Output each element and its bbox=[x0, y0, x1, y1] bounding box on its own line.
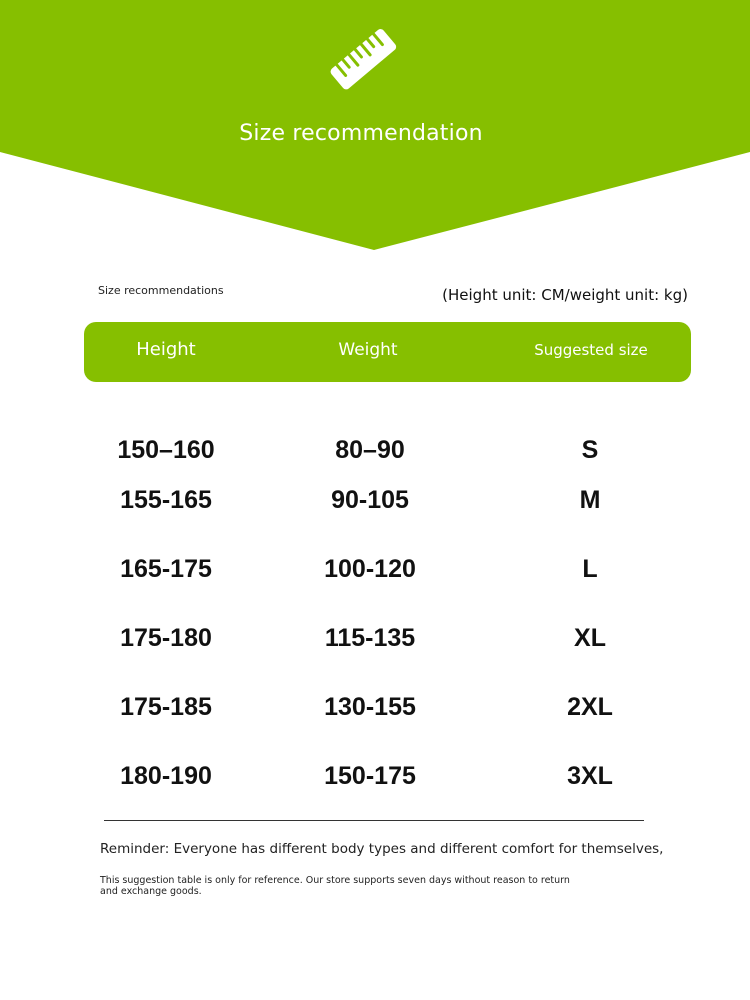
reference-note: This suggestion table is only for reference. Our store supports seven days without reason to return and exchange goods. bbox=[100, 875, 570, 897]
column-header-height: Height bbox=[136, 339, 196, 360]
column-header-size: Suggested size bbox=[534, 341, 648, 359]
size-cell: 2XL bbox=[567, 693, 613, 721]
table-header bbox=[84, 322, 691, 382]
table-row bbox=[0, 756, 750, 796]
height-cell: 155-165 bbox=[120, 486, 212, 514]
weight-cell: 90-105 bbox=[331, 486, 409, 514]
ruler-icon bbox=[328, 26, 400, 94]
height-cell: 175-185 bbox=[120, 693, 212, 721]
height-cell: 165-175 bbox=[120, 555, 212, 583]
table-row bbox=[0, 549, 750, 589]
reminder-text: Reminder: Everyone has different body types and different comfort for themselves, bbox=[100, 841, 664, 857]
table-row bbox=[0, 618, 750, 658]
table-row bbox=[0, 480, 750, 520]
height-cell: 150–160 bbox=[117, 436, 215, 464]
weight-cell: 115-135 bbox=[324, 624, 416, 652]
size-cell: L bbox=[582, 555, 598, 583]
table-row bbox=[0, 687, 750, 727]
size-cell: S bbox=[581, 436, 599, 464]
size-cell: XL bbox=[574, 624, 606, 652]
height-cell: 175-180 bbox=[120, 624, 212, 652]
section-label: Size recommendations bbox=[98, 284, 224, 297]
page-title: Size recommendation bbox=[239, 121, 483, 146]
weight-cell: 130-155 bbox=[324, 693, 416, 721]
table-row bbox=[0, 430, 750, 470]
weight-cell: 150-175 bbox=[324, 762, 416, 790]
weight-cell: 100-120 bbox=[324, 555, 416, 583]
height-cell: 180-190 bbox=[120, 762, 212, 790]
unit-note: (Height unit: CM/weight unit: kg) bbox=[442, 286, 688, 304]
divider bbox=[104, 820, 644, 821]
size-cell: 3XL bbox=[567, 762, 613, 790]
size-cell: M bbox=[579, 486, 601, 514]
weight-cell: 80–90 bbox=[335, 436, 405, 464]
column-header-weight: Weight bbox=[338, 340, 398, 360]
